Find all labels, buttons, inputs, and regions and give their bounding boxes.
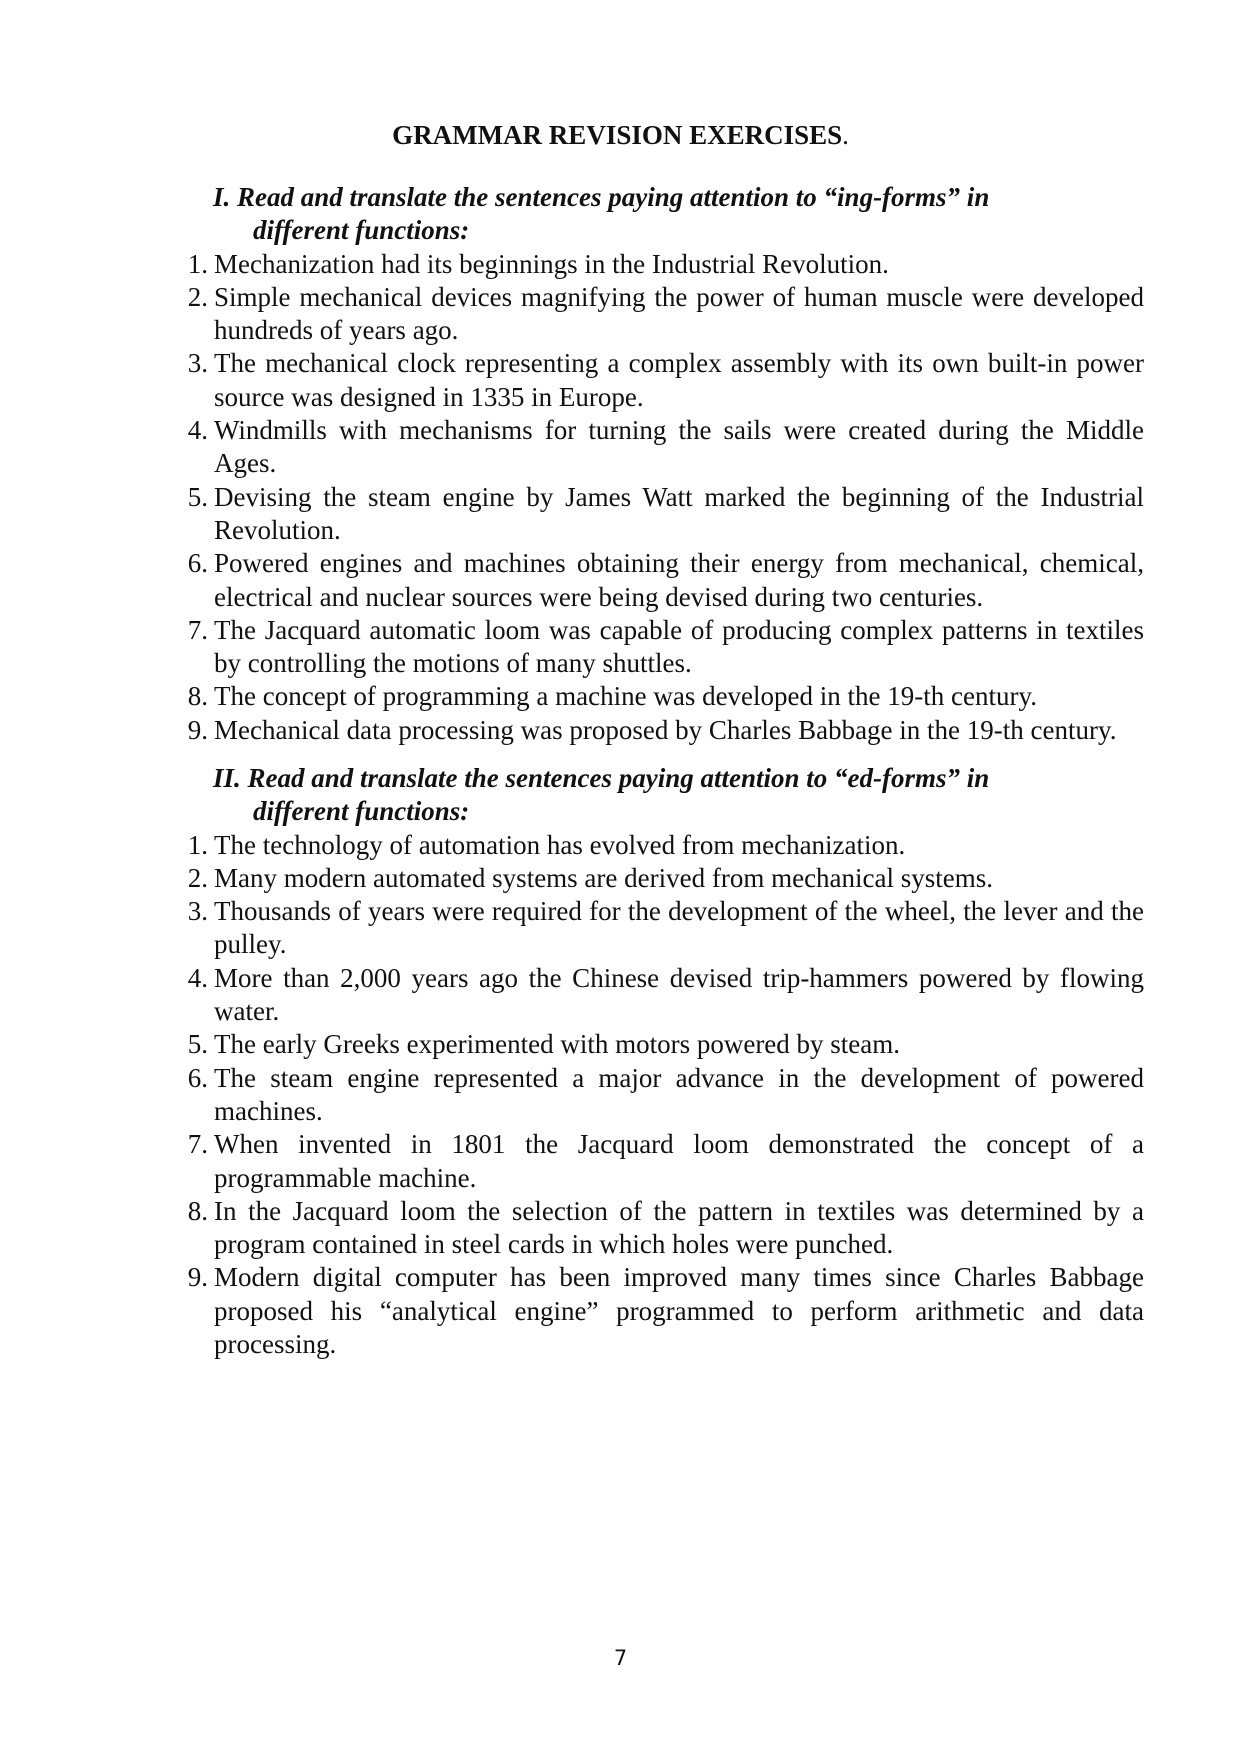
- item-number: 6.: [187, 1062, 208, 1093]
- list-item: [187, 347, 1144, 414]
- item-number: 6.: [187, 548, 208, 579]
- page-title-text: GRAMMAR REVISION EXERCISES: [392, 120, 843, 150]
- section-1-heading: [213, 181, 1083, 248]
- list-item: [187, 1128, 1144, 1195]
- item-number: 2.: [187, 862, 208, 893]
- item-number: 9.: [187, 714, 208, 745]
- item-number: 2.: [187, 281, 208, 312]
- item-number: 7.: [187, 1129, 208, 1160]
- list-item: [187, 1195, 1144, 1262]
- item-number: 3.: [187, 348, 208, 379]
- list-item: [187, 281, 1144, 348]
- list-item: [187, 862, 1144, 895]
- list-item: [187, 680, 1144, 713]
- item-number: 3.: [187, 896, 208, 927]
- list-item: [187, 248, 1144, 281]
- exercise-section-2: [0, 762, 1241, 1361]
- section-1-heading-line2: different functions:: [253, 215, 470, 246]
- item-text: The steam engine represented a major advance in the development of powered machines.: [214, 1062, 1144, 1126]
- exercise-section-1: [0, 181, 1241, 747]
- item-number: 1.: [187, 829, 208, 860]
- item-text: The Jacquard automatic loom was capable of producing complex patterns in textiles by controlling the motions of many shuttles.: [214, 614, 1144, 679]
- item-text: Many modern automated systems are derived from mechanical systems.: [214, 862, 994, 893]
- section-2-list: [0, 829, 1241, 1362]
- list-item: [187, 1261, 1144, 1361]
- item-text: Simple mechanical devices magnifying the power of human muscle were developed hundreds of years ago.: [214, 281, 1144, 346]
- item-number: 1.: [187, 248, 208, 279]
- item-text: The early Greeks experimented with motors powered by steam.: [214, 1029, 901, 1060]
- item-text: Devising the steam engine by James Watt marked the beginning of the Industrial Revolution.: [214, 481, 1144, 545]
- list-item: [187, 895, 1144, 962]
- page-number: 7: [613, 1646, 628, 1670]
- item-text: The concept of programming a machine was developed in the 19-th century.: [214, 681, 1037, 712]
- list-item: [187, 481, 1144, 548]
- item-text: Thousands of years were required for the development of the wheel, the lever and the pulley.: [214, 896, 1144, 960]
- item-number: 8.: [187, 1195, 208, 1226]
- item-number: 4.: [187, 962, 208, 993]
- item-text: More than 2,000 years ago the Chinese devised trip-hammers powered by flowing water.: [214, 962, 1144, 1027]
- section-2-heading-line1: II. Read and translate the sentences paying attention to “ed-forms” in: [213, 763, 990, 793]
- item-text: The technology of automation has evolved from mechanization.: [214, 829, 906, 860]
- item-text: The mechanical clock representing a complex assembly with its own built-in power source was designed in 1335 in Europe.: [214, 348, 1144, 412]
- item-text: In the Jacquard loom the selection of the pattern in textiles was determined by a program contained in steel cards in which holes were punched.: [214, 1195, 1144, 1260]
- list-item: [187, 1028, 1144, 1061]
- section-2-heading: [213, 762, 1083, 829]
- item-number: 8.: [187, 681, 208, 712]
- item-text: When invented in 1801 the Jacquard loom demonstrated the concept of a programmable machine.: [214, 1129, 1144, 1193]
- item-text: Mechanical data processing was proposed by Charles Babbage in the 19-th century.: [214, 714, 1117, 745]
- section-1-list: [0, 248, 1241, 747]
- item-number: 7.: [187, 614, 208, 645]
- list-item: [187, 714, 1144, 747]
- list-item: [187, 547, 1144, 614]
- item-number: 5.: [187, 1029, 208, 1060]
- item-text: Modern digital computer has been improved many times since Charles Babbage proposed his “analytical engine” programmed to perform arithmetic and data processing.: [214, 1262, 1144, 1360]
- page-title: [0, 118, 1241, 152]
- item-text: Mechanization had its beginnings in the Industrial Revolution.: [214, 248, 889, 279]
- item-number: 5.: [187, 481, 208, 512]
- section-1-heading-line1: I. Read and translate the sentences paying attention to “ing-forms” in: [213, 182, 990, 212]
- section-2-heading-line2: different functions:: [253, 796, 470, 827]
- list-item: [187, 414, 1144, 481]
- list-item: [187, 962, 1144, 1029]
- list-item: [187, 614, 1144, 681]
- item-text: Powered engines and machines obtaining their energy from mechanical, chemical, electrical and nuclear sources were being devised during two centuries.: [214, 548, 1144, 612]
- list-item: [187, 829, 1144, 862]
- item-number: 4.: [187, 415, 208, 446]
- item-text: Windmills with mechanisms for turning the sails were created during the Middle Ages.: [214, 415, 1144, 479]
- page-title-suffix: .: [842, 120, 849, 150]
- list-item: [187, 1062, 1144, 1129]
- item-number: 9.: [187, 1262, 208, 1293]
